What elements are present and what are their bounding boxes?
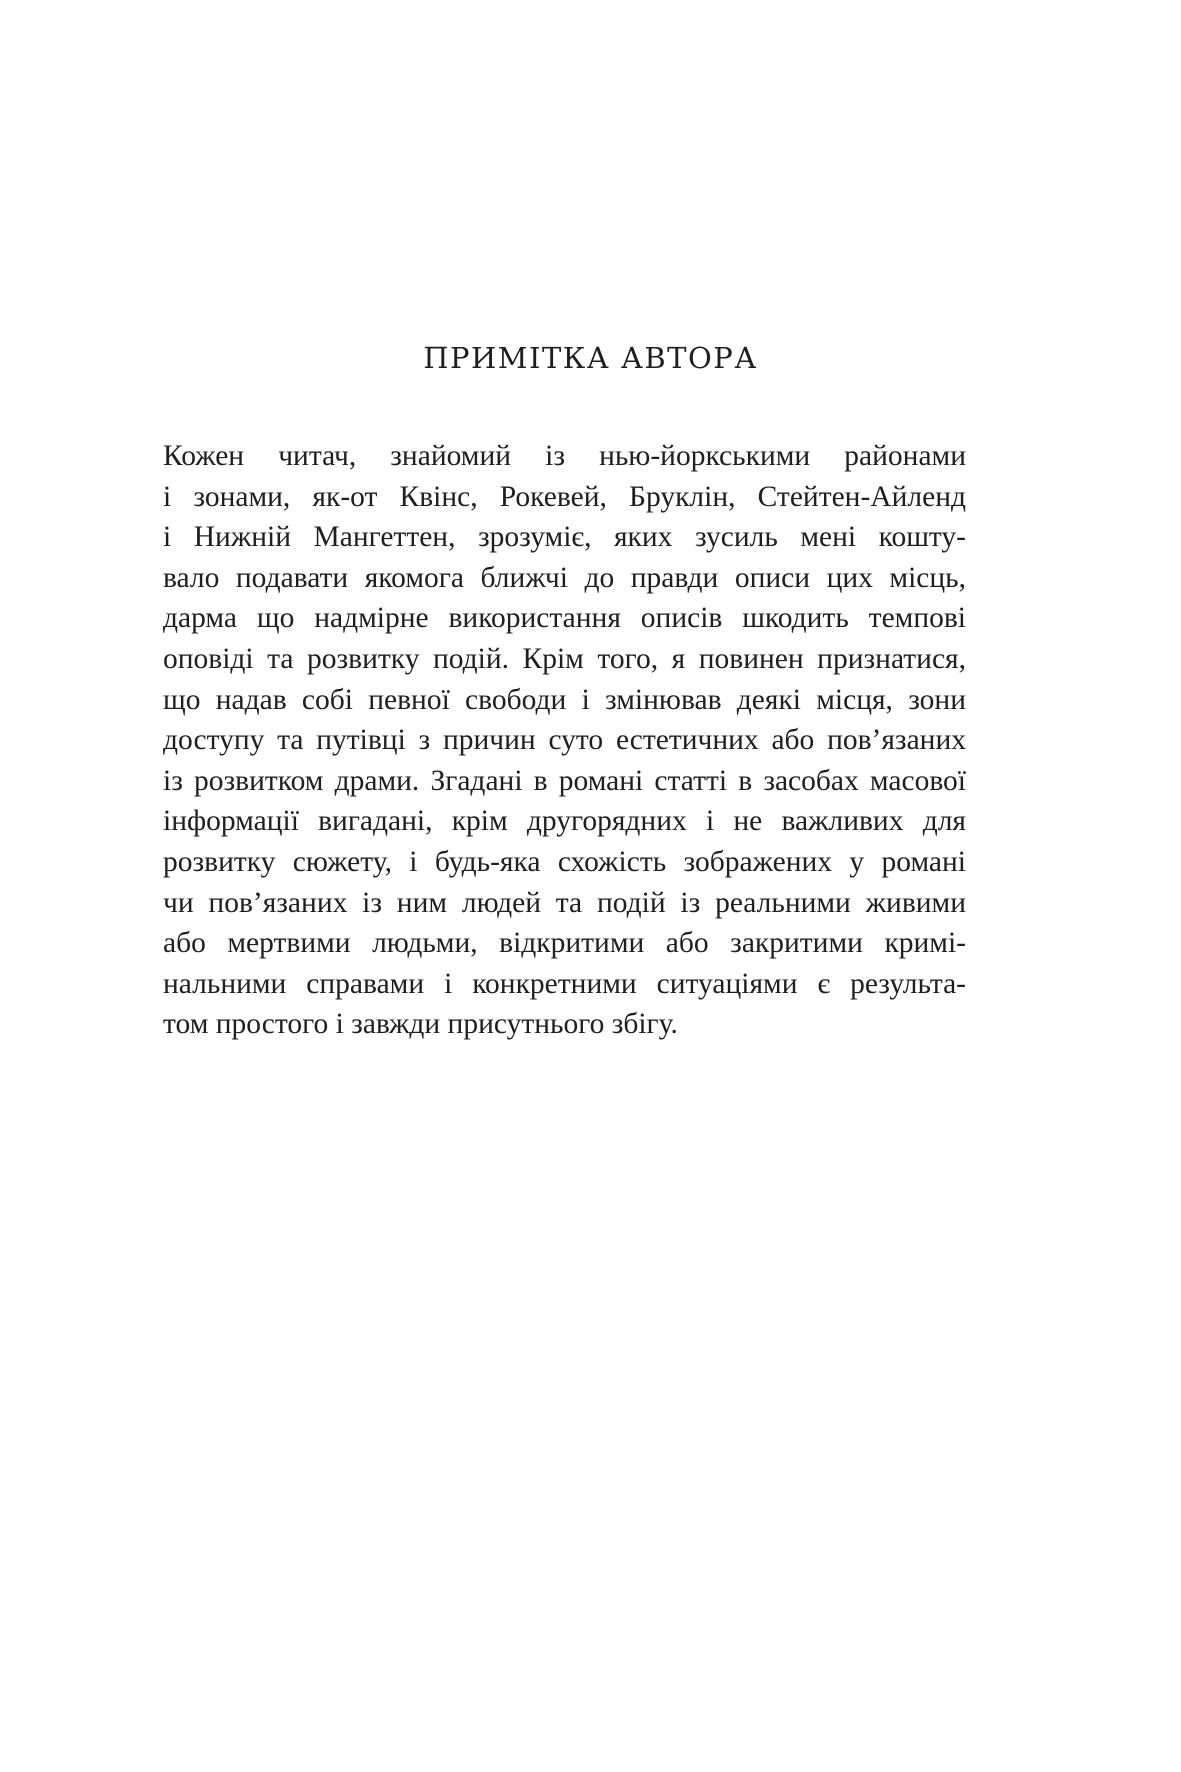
paragraph-line: і зонами, як-от Квінс, Рокевей, Бруклін, Стейтен-Айленд (163, 480, 966, 513)
paragraph-line: розвитку сюжету, і будь-яка схожість зображених у романі (163, 845, 966, 878)
paragraph-line: чи пов’язаних із ним людей та подій із реальними живими (163, 886, 966, 919)
page-title: ПРИМІТКА АВТОРА (423, 341, 758, 375)
paragraph-line: із розвитком драми. Згадані в романі статті в засобах масової (163, 764, 966, 797)
paragraph-line: Кожен читач, знайомий із нью-йоркськими районами (163, 440, 966, 472)
paragraph-line: нальними справами і конкретними ситуаціями є результа- (163, 967, 966, 1000)
paragraph-line: або мертвими людьми, відкритими або закритими кримі- (163, 927, 966, 960)
paragraph-line: вало подавати якомога ближчі до правди описи цих місць, (163, 561, 966, 594)
paragraph-line: що надав собі певної свободи і змінював деякі місця, зони (163, 683, 966, 716)
paragraph-line: оповіді та розвитку подій. Крім того, я повинен признатися, (163, 642, 966, 675)
paragraph-line: і Нижній Мангеттен, зрозуміє, яких зусиль мені кошту- (163, 521, 966, 554)
paragraph-line: том простого і завжди присутнього збігу. (163, 1008, 678, 1041)
author-note-paragraph (163, 436, 966, 1045)
paragraph-line: доступу та путівці з причин суто естетичних або пов’язаних (163, 724, 966, 757)
paragraph-line: дарма що надмірне використання описів шкодить темпові (163, 602, 966, 635)
paragraph-line: інформації вигадані, крім другорядних і не важливих для (163, 805, 966, 838)
